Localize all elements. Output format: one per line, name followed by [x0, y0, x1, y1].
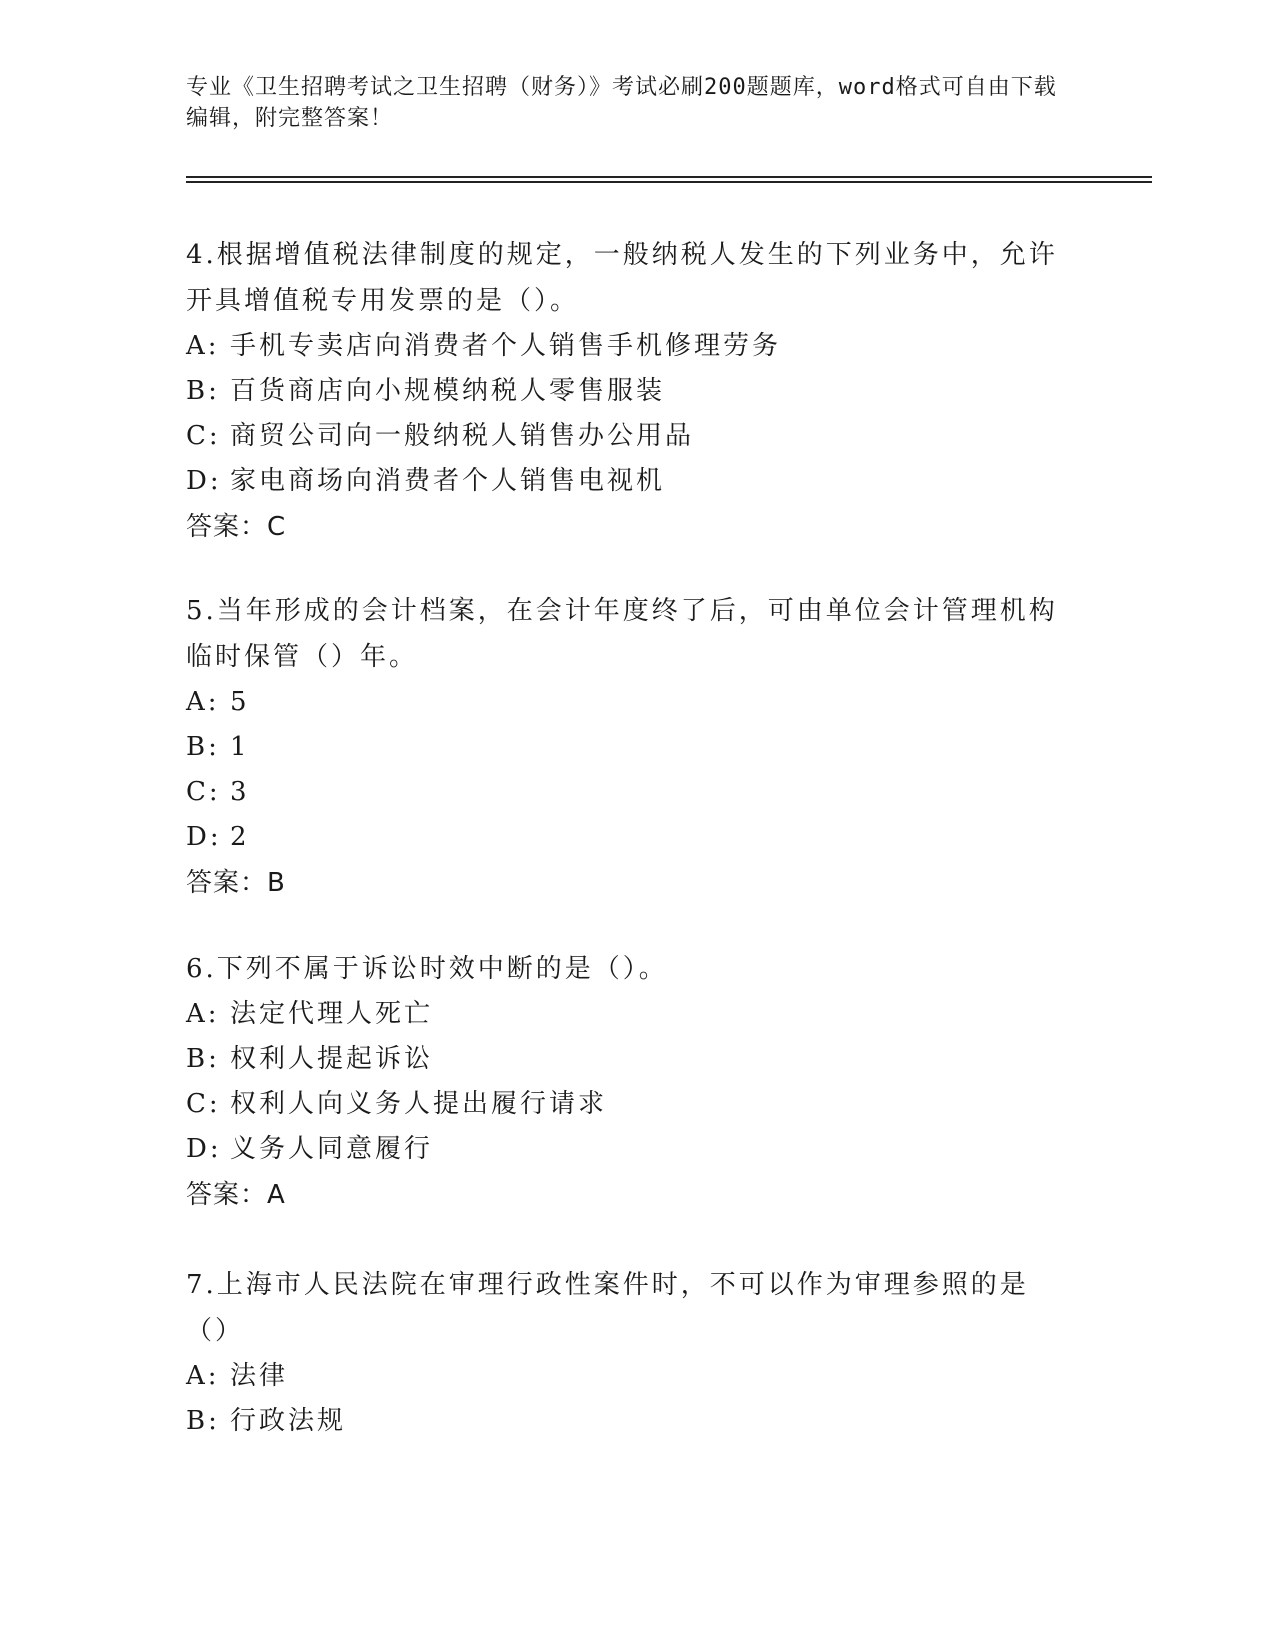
option-key: D:: [186, 822, 222, 852]
option-text: 5: [230, 687, 250, 717]
option-list: [186, 992, 1066, 1172]
question-4: [186, 232, 1066, 550]
option-text: 3: [230, 777, 250, 807]
option-text: 行政法规: [230, 1406, 347, 1436]
option-b: [186, 369, 1066, 414]
option-d: [186, 815, 1066, 860]
option-text: 法定代理人死亡: [230, 999, 434, 1029]
option-c: [186, 770, 1066, 815]
option-key: B:: [186, 1044, 220, 1074]
option-text: 1: [230, 732, 250, 762]
answer-line: 答案：B: [186, 868, 286, 898]
option-key: A:: [186, 331, 220, 361]
option-c: [186, 414, 1066, 459]
option-key: B:: [186, 376, 220, 406]
answer-line: 答案：A: [186, 1180, 286, 1210]
option-b: [186, 1399, 1066, 1444]
option-c: [186, 1082, 1066, 1127]
option-text: 权利人向义务人提出履行请求: [230, 1089, 608, 1119]
question-stem: 6.下列不属于诉讼时效中断的是（）。: [186, 954, 668, 984]
option-key: A:: [186, 999, 220, 1029]
option-a: [186, 324, 1066, 369]
option-key: D:: [186, 1134, 222, 1164]
question-stem: 4.根据增值税法律制度的规定，一般纳税人发生的下列业务中，允许开具增值税专用发票的是（）。: [186, 240, 1058, 316]
question-5: [186, 588, 1066, 906]
option-a: [186, 680, 1066, 725]
option-d: [186, 459, 1066, 504]
option-list: [186, 1354, 1066, 1444]
option-key: C:: [186, 1089, 221, 1119]
question-6: [186, 946, 1066, 1218]
option-d: [186, 1127, 1066, 1172]
option-b: [186, 725, 1066, 770]
option-text: 家电商场向消费者个人销售电视机: [230, 466, 666, 496]
option-a: [186, 992, 1066, 1037]
option-text: 2: [230, 822, 250, 852]
option-text: 权利人提起诉讼: [230, 1044, 434, 1074]
option-text: 手机专卖店向消费者个人销售手机修理劳务: [230, 331, 782, 361]
option-key: C:: [186, 777, 221, 807]
option-text: 商贸公司向一般纳税人销售办公用品: [230, 421, 695, 451]
option-text: 百货商店向小规模纳税人零售服装: [230, 376, 666, 406]
header-divider-top: [186, 176, 1152, 178]
option-key: D:: [186, 466, 222, 496]
option-key: B:: [186, 732, 220, 762]
header-divider-bottom: [186, 181, 1152, 183]
option-key: B:: [186, 1406, 220, 1436]
question-stem: 7.上海市人民法院在审理行政性案件时，不可以作为审理参照的是（）: [186, 1270, 1029, 1346]
question-stem: 5.当年形成的会计档案，在会计年度终了后，可由单位会计管理机构临时保管（）年。: [186, 596, 1058, 672]
option-b: [186, 1037, 1066, 1082]
question-7: [186, 1262, 1066, 1444]
option-list: [186, 324, 1066, 504]
option-key: A:: [186, 687, 220, 717]
option-a: [186, 1354, 1066, 1399]
option-key: A:: [186, 1361, 220, 1391]
option-text: 法律: [230, 1361, 289, 1391]
option-text: 义务人同意履行: [230, 1134, 434, 1164]
option-list: [186, 680, 1066, 860]
document-header: 专业《卫生招聘考试之卫生招聘（财务）》考试必刷200题题库，word格式可自由下载编辑，附完整答案！: [186, 75, 1057, 131]
answer-line: 答案：C: [186, 512, 287, 542]
option-key: C:: [186, 421, 221, 451]
